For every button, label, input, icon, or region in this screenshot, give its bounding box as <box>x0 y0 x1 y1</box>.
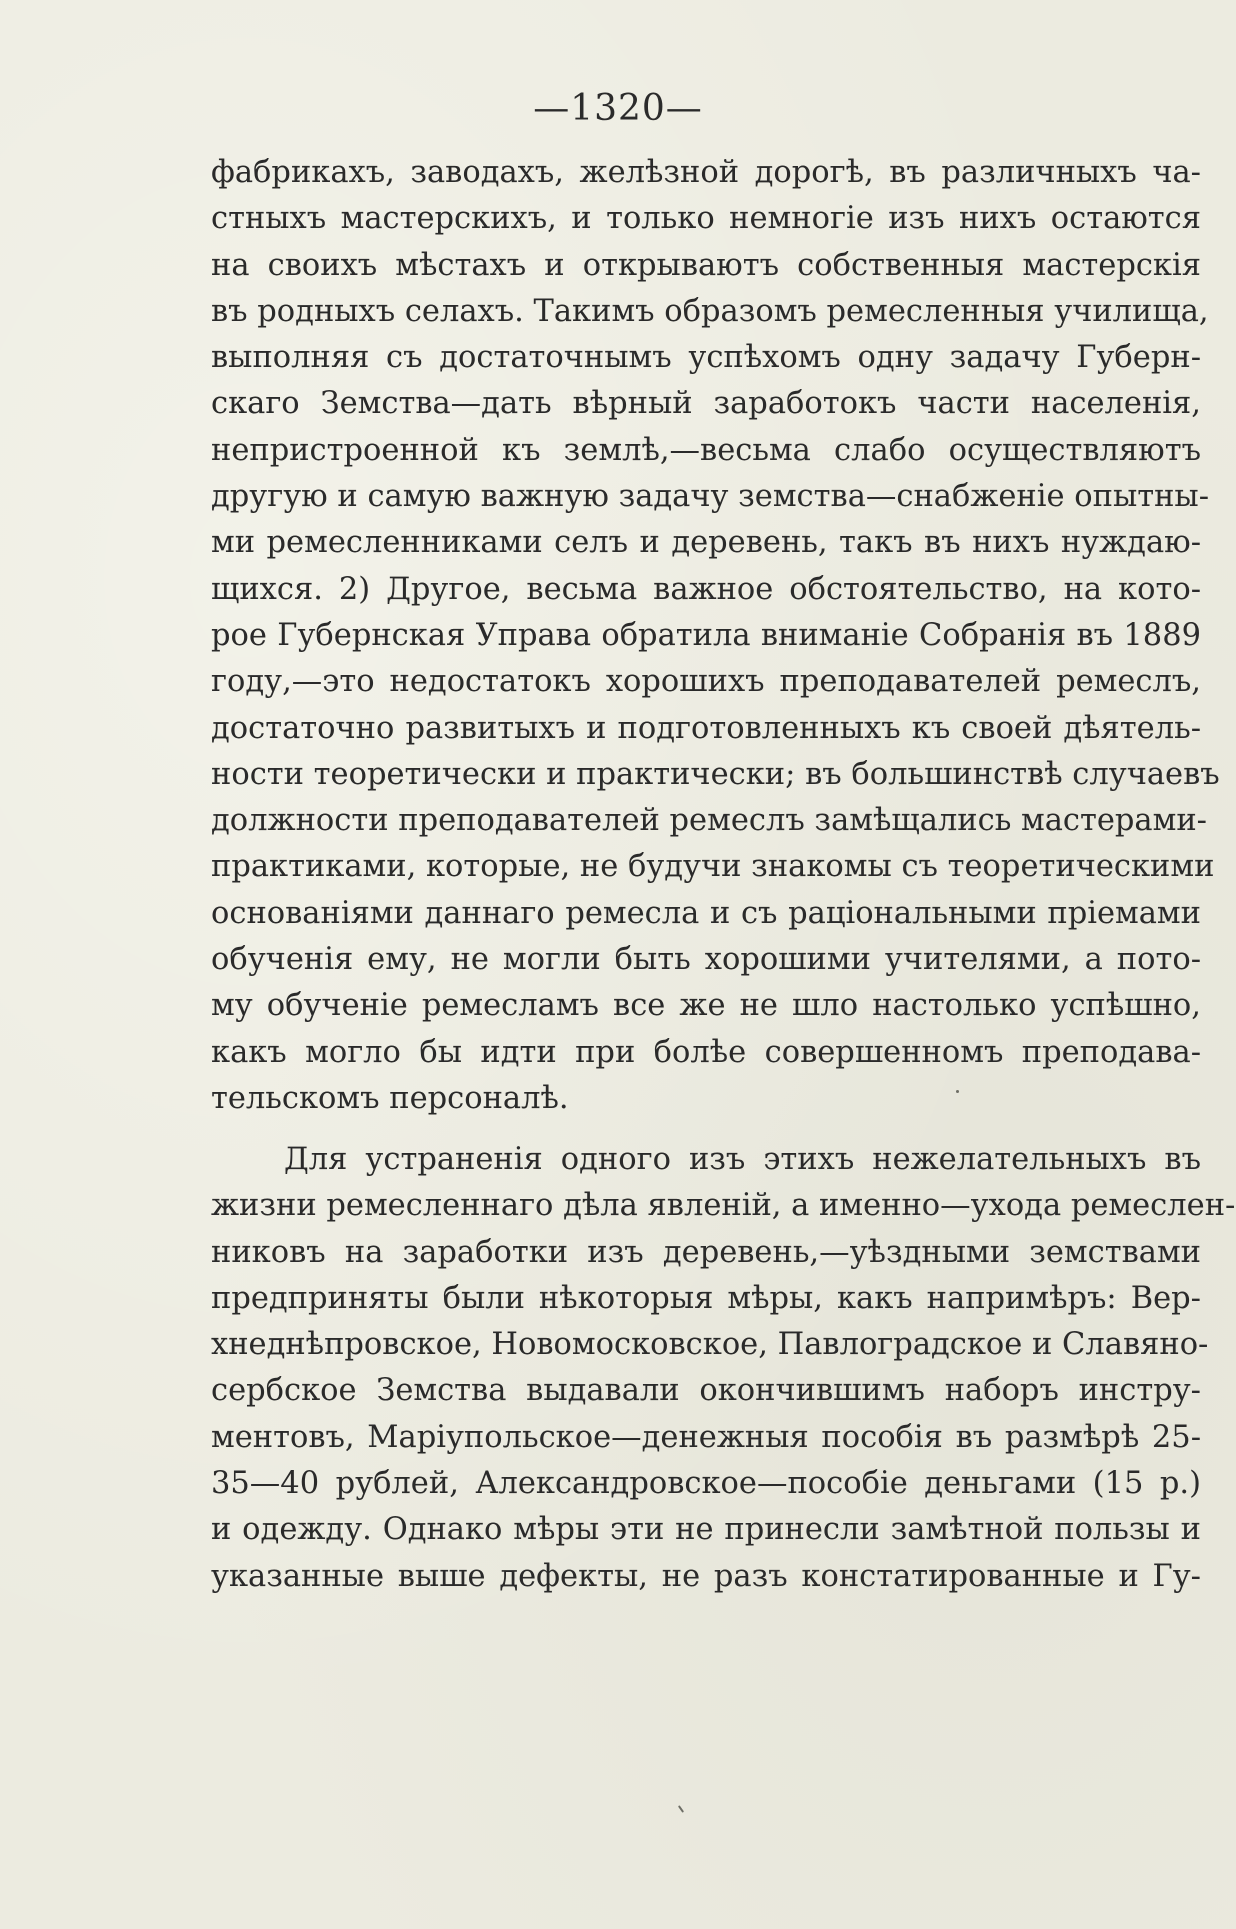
paper-speck <box>678 1805 684 1813</box>
text-line: непристроенной къ землѣ,—весьма слабо осуществляютъ <box>211 432 1201 468</box>
text-line: выполняя съ достаточнымъ успѣхомъ одну задачу Губерн- <box>211 340 1201 376</box>
text-line: другую и самую важную задачу земства—снабженіе опытны- <box>211 479 1210 515</box>
text-line: практиками, которые, не будучи знакомы съ теоретическими <box>211 849 1215 885</box>
text-line: должности преподавателей ремеслъ замѣщались мастерами- <box>211 803 1207 839</box>
text-line: скаго Земства—дать вѣрный заработокъ части населенія, <box>211 386 1201 422</box>
text-line: достаточно развитыхъ и подготовленныхъ къ своей дѣятель- <box>211 710 1201 746</box>
text-line: году,—это недостатокъ хорошихъ преподавателей ремеслъ, <box>211 664 1201 700</box>
text-line: какъ могло бы идти при болѣе совершенномъ преподава- <box>211 1034 1201 1070</box>
text-line: фабрикахъ, заводахъ, желѣзной дорогѣ, въ различныхъ ча- <box>211 155 1201 190</box>
text-line: указанные выше дефекты, не разъ констатированные и Гу- <box>211 1558 1201 1594</box>
page-number: —1320— <box>533 88 703 129</box>
text-line: Для устраненія одного изъ этихъ нежелательныхъ въ <box>284 1142 1201 1177</box>
text-line: хнеднѣпровское, Новомосковское, Павлоградское и Славяно- <box>211 1327 1209 1363</box>
text-line: тельскомъ персоналѣ. <box>211 1080 569 1116</box>
text-line: ми ремесленниками селъ и деревень, такъ въ нихъ нуждаю- <box>211 525 1201 561</box>
paragraph-1 <box>211 150 1220 1122</box>
text-line: предприняты были нѣкоторыя мѣры, какъ напримѣръ: Вер- <box>211 1280 1201 1316</box>
text-line: ности теоретически и практически; въ большинствѣ случаевъ <box>211 756 1220 792</box>
text-line: рое Губернская Управа обратила вниманіе Собранія въ 1889 <box>211 617 1201 653</box>
text-line: въ родныхъ селахъ. Такимъ образомъ ремесленныя училища, <box>211 293 1209 329</box>
text-line: обученія ему, не могли быть хорошими учителями, а пото- <box>211 942 1201 978</box>
text-line: жизни ремесленнаго дѣла явленій, а именно—ухода ремеслен- <box>211 1188 1236 1224</box>
text-line: 35—40 рублей, Александровское—пособіе деньгами (15 р.) <box>211 1466 1201 1502</box>
paper-speck <box>956 1090 959 1093</box>
text-line: ментовъ, Маріупольское—денежныя пособія въ размѣрѣ 25- <box>211 1419 1201 1455</box>
text-line: никовъ на заработки изъ деревень,—уѣздными земствами <box>211 1234 1201 1270</box>
paragraph-2 <box>211 1137 1236 1600</box>
text-line: на своихъ мѣстахъ и открываютъ собственныя мастерскія <box>211 247 1201 283</box>
text-line: щихся. 2) Другое, весьма важное обстоятельство, на кото- <box>211 571 1201 607</box>
text-line: му обученіе ремесламъ все же не шло настолько успѣшно, <box>211 988 1201 1024</box>
text-line: стныхъ мастерскихъ, и только немногіе изъ нихъ остаются <box>211 201 1201 237</box>
text-line: сербское Земства выдавали окончившимъ наборъ инстру- <box>211 1373 1201 1409</box>
text-line: основаніями даннаго ремесла и съ раціональными пріемами <box>211 895 1201 931</box>
text-line: и одежду. Однако мѣры эти не принесли замѣтной пользы и <box>211 1512 1201 1548</box>
